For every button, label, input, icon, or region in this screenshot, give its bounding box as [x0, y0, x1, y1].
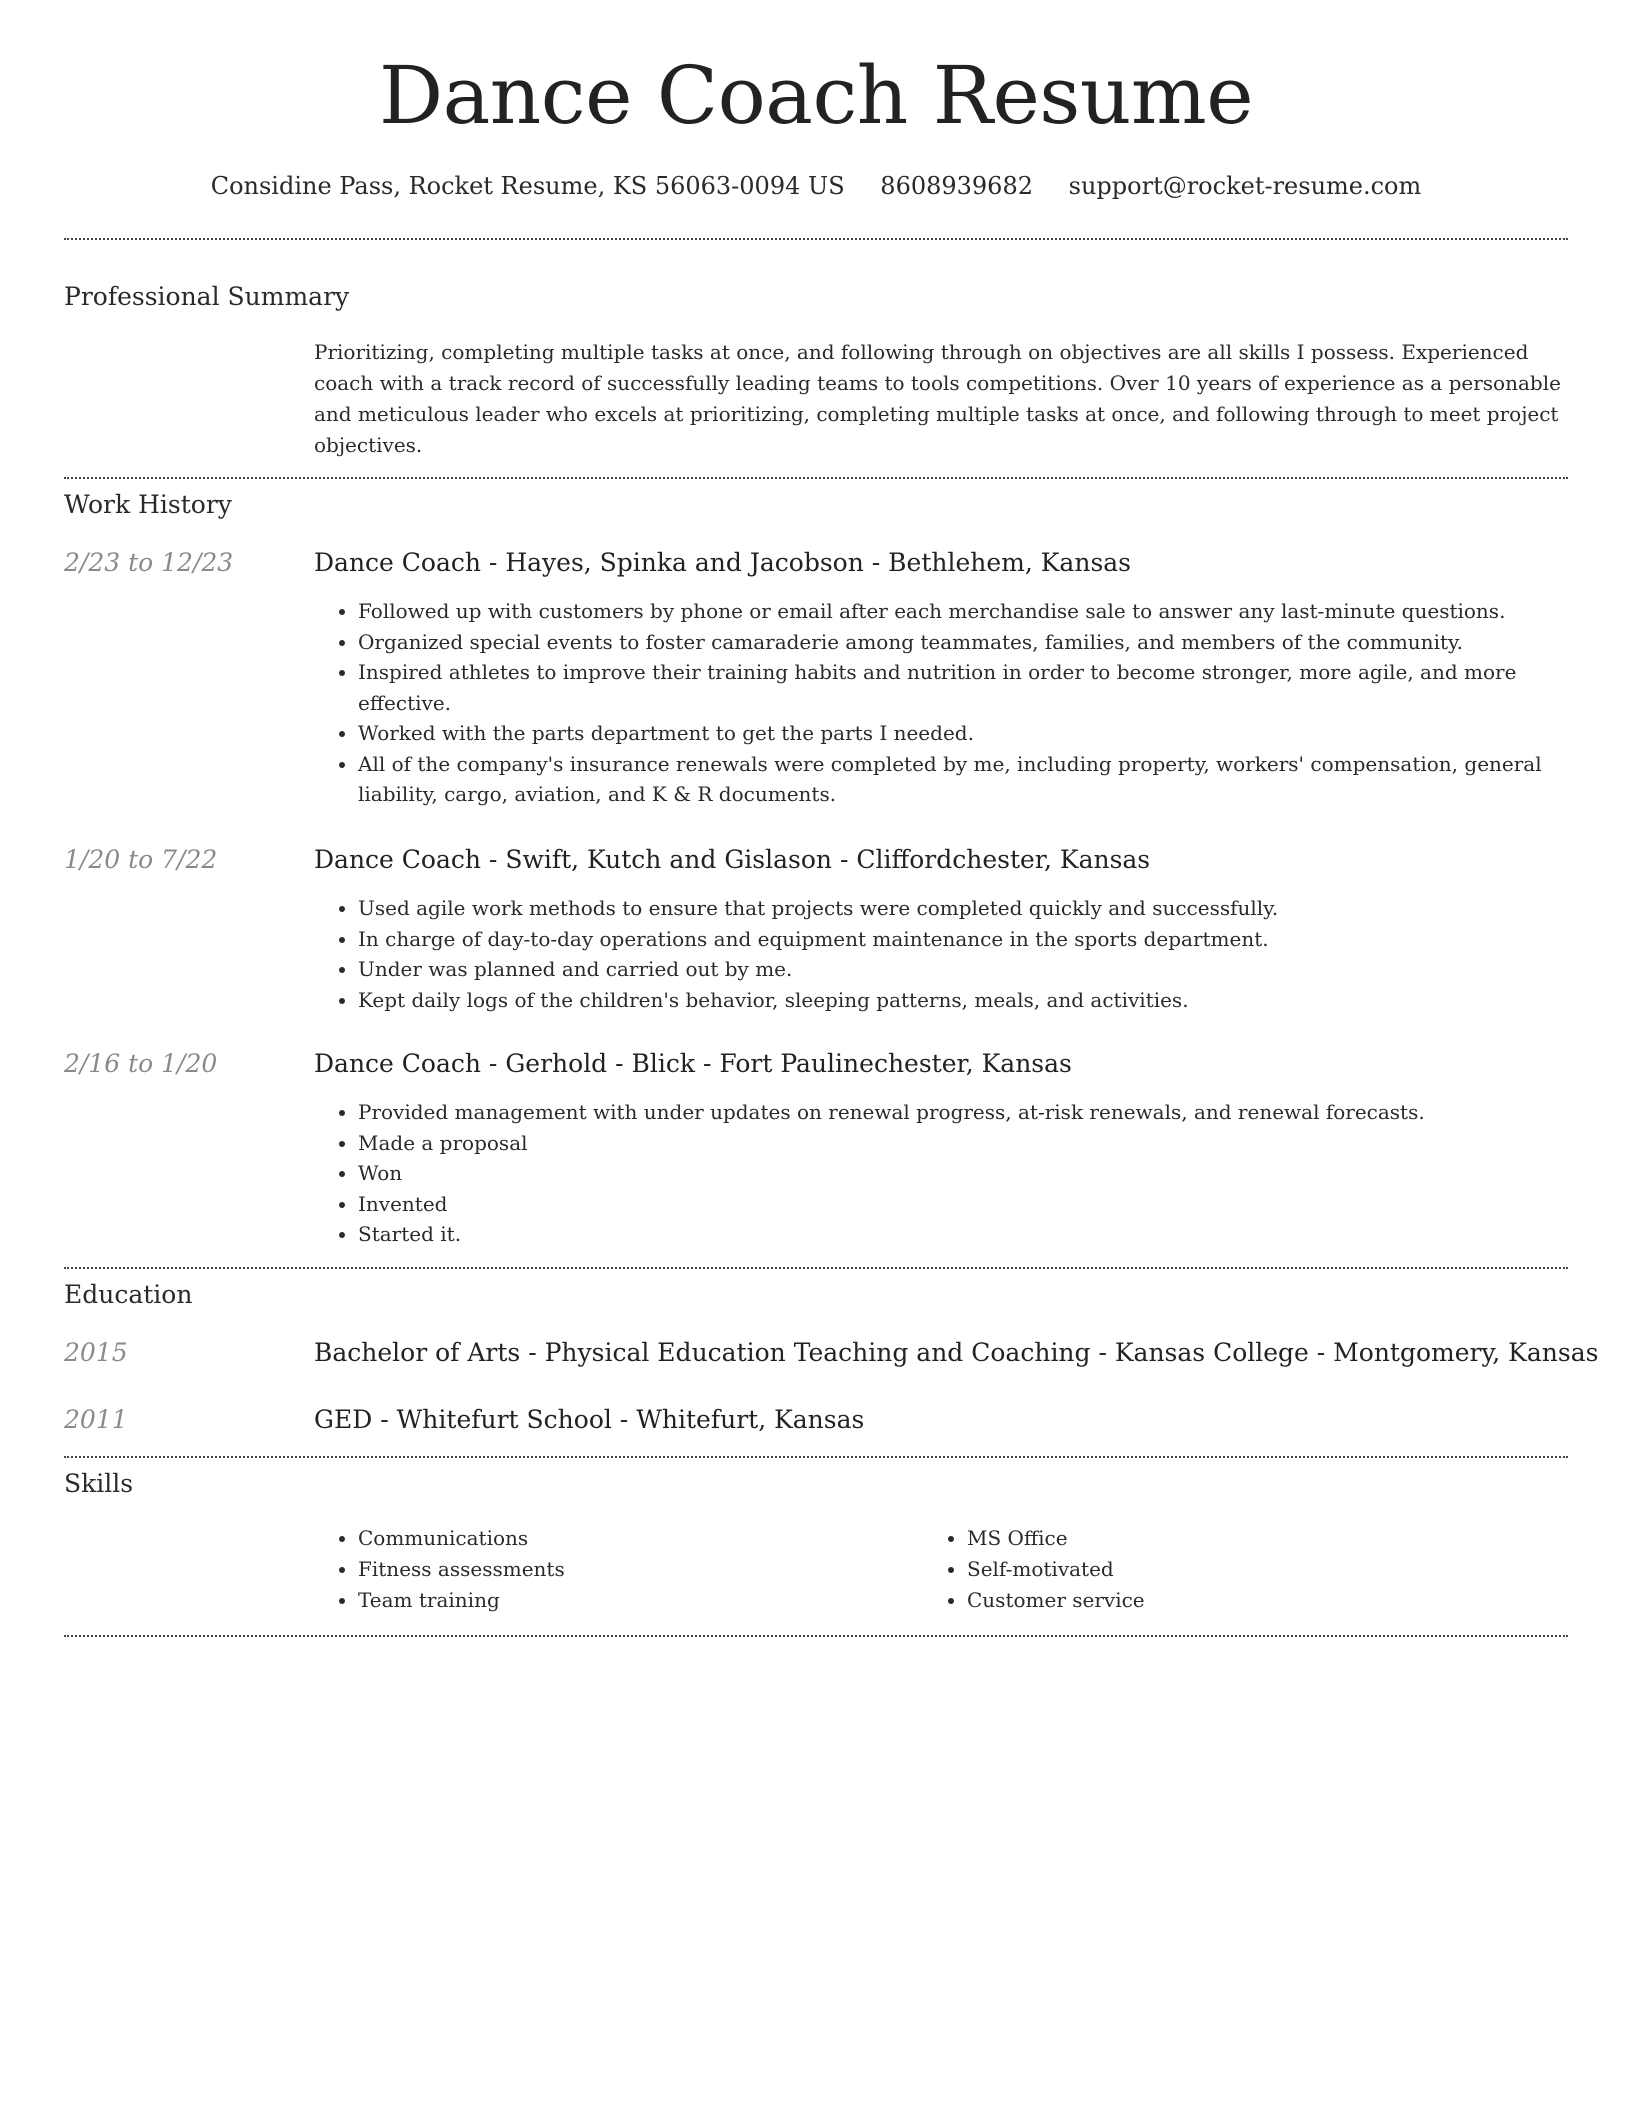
list-item: • Worked with the parts department to get the parts I needed.	[358, 718, 1568, 749]
list-item: • Used agile work methods to ensure that projects were completed quickly and successfully.	[358, 893, 1568, 924]
list-item: • Started it.	[358, 1219, 1568, 1250]
skill-item: • Fitness assessments	[358, 1554, 565, 1585]
contact-phone: 8608939682	[880, 172, 1033, 200]
job-dates: 2/23 to 12/23	[64, 548, 234, 577]
list-item: • Provided management with under updates on renewal progress, at-risk renewals, and renewal forecasts.	[358, 1097, 1568, 1128]
skills-list-left	[314, 1523, 565, 1616]
skill-item: • Communications	[358, 1523, 565, 1554]
list-item: • Made a proposal	[358, 1128, 1568, 1159]
list-item: • Invented	[358, 1189, 1568, 1220]
contact-line	[64, 172, 1568, 200]
divider	[64, 1267, 1568, 1269]
list-item: • Kept daily logs of the children's behavior, sleeping patterns, meals, and activities.	[358, 985, 1568, 1016]
skill-item: • Self-motivated	[967, 1554, 1145, 1585]
skills-list-right	[923, 1523, 1145, 1616]
education-year: 2011	[64, 1405, 128, 1434]
education-entry: GED - Whitefurt School - Whitefurt, Kansas	[314, 1405, 865, 1434]
list-item: • In charge of day-to-day operations and equipment maintenance in the sports department.	[358, 924, 1568, 955]
contact-address: Considine Pass, Rocket Resume, KS 56063-0094 US	[210, 172, 845, 200]
resume-title: Dance Coach Resume	[378, 49, 1254, 142]
list-item: • All of the company's insurance renewals were completed by me, including property, workers' compensation, general liability, cargo, aviation, and K & R documents.	[358, 749, 1568, 810]
divider	[64, 1456, 1568, 1458]
education-year: 2015	[64, 1338, 128, 1367]
list-item: • Under was planned and carried out by me.	[358, 954, 1568, 985]
section-title-education: Education	[64, 1280, 193, 1309]
job-title: Dance Coach - Hayes, Spinka and Jacobson - Bethlehem, Kansas	[314, 548, 1132, 577]
summary-text: Prioritizing, completing multiple tasks at once, and following through on objectives are all skills I possess. Experienced coach with a track record of successfully leading teams to tools competitions. Over 10 years of experience as a personable and meticulous leader who excels at prioritizing, completing multiple tasks at once, and following through to meet project objectives.	[314, 340, 1561, 457]
divider	[64, 238, 1568, 240]
job-title: Dance Coach - Swift, Kutch and Gislason - Cliffordchester, Kansas	[314, 845, 1151, 874]
list-item: • Followed up with customers by phone or email after each merchandise sale to answer any last-minute questions.	[358, 596, 1568, 627]
job-title: Dance Coach - Gerhold - Blick - Fort Paulinechester, Kansas	[314, 1049, 1072, 1078]
skill-item: • MS Office	[967, 1523, 1145, 1554]
list-item: • Inspired athletes to improve their training habits and nutrition in order to become stronger, more agile, and more effective.	[358, 657, 1568, 718]
job-bullets	[314, 893, 1568, 1015]
section-title-work: Work History	[64, 490, 232, 519]
job-bullets	[314, 1097, 1568, 1250]
contact-email: support@rocket-resume.com	[1068, 172, 1422, 200]
skill-item: • Customer service	[967, 1585, 1145, 1616]
divider	[64, 1635, 1568, 1637]
list-item: • Organized special events to foster camaraderie among teammates, families, and members of the community.	[358, 627, 1568, 658]
skill-item: • Team training	[358, 1585, 565, 1616]
section-title-skills: Skills	[64, 1469, 134, 1498]
list-item: • Won	[358, 1158, 1568, 1189]
divider	[64, 477, 1568, 479]
education-entry: Bachelor of Arts - Physical Education Teaching and Coaching - Kansas College - Montgomery, Kansas	[314, 1338, 1599, 1367]
job-dates: 1/20 to 7/22	[64, 845, 218, 874]
job-bullets	[314, 596, 1568, 810]
section-title-summary: Professional Summary	[64, 282, 350, 311]
job-dates: 2/16 to 1/20	[64, 1049, 218, 1078]
